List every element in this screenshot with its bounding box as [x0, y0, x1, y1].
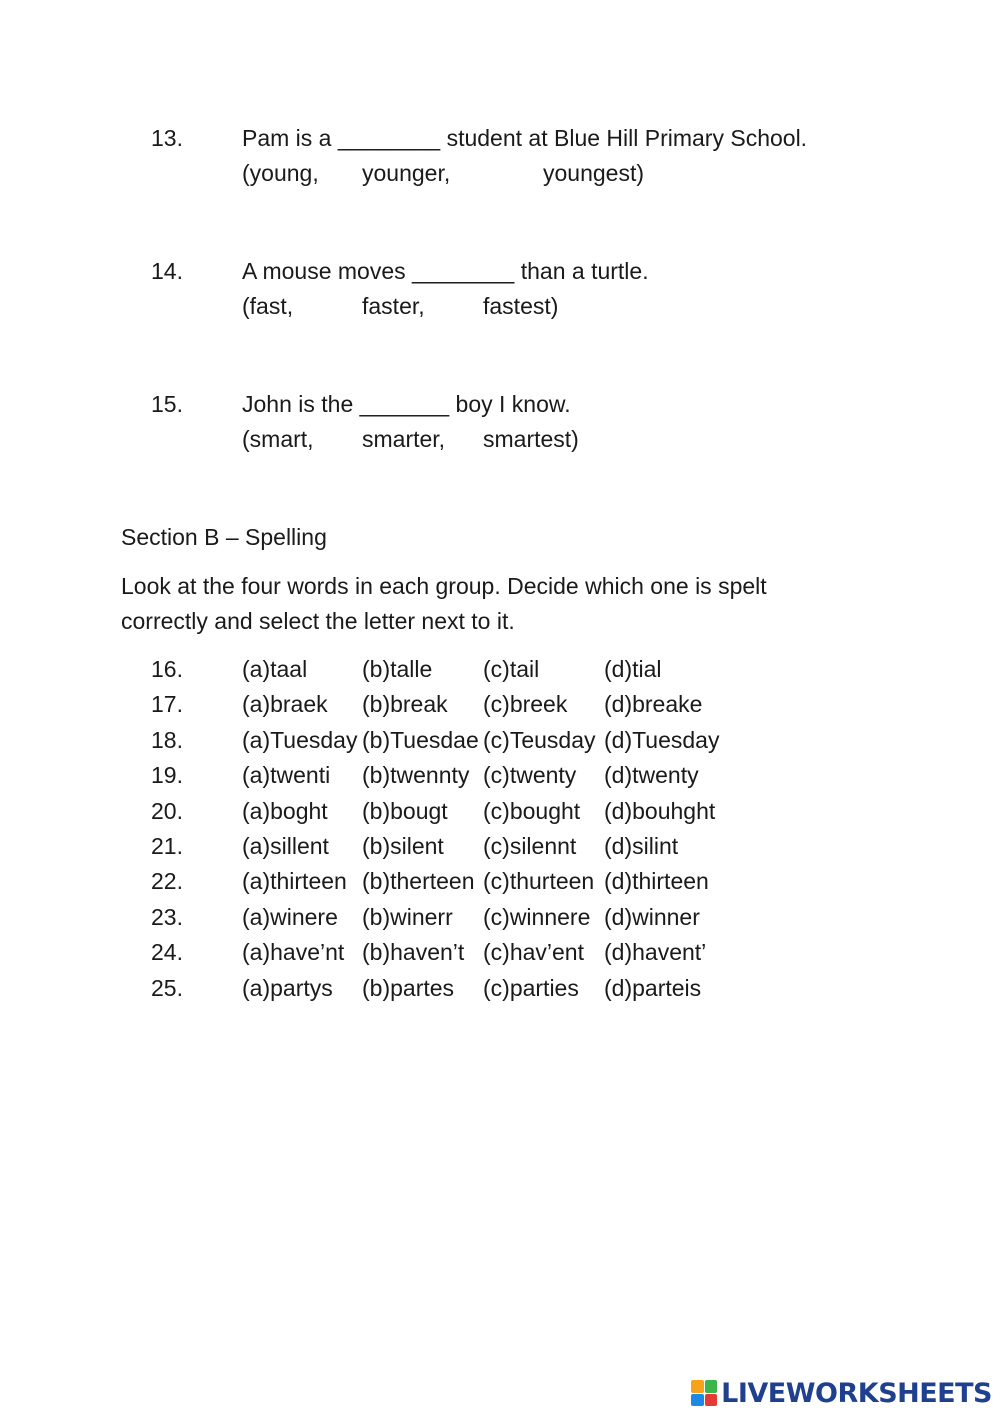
question-number: 20. — [151, 798, 183, 824]
spelling-option-c[interactable]: (c)twenty — [483, 762, 577, 788]
question-number: 14. — [151, 258, 183, 284]
brand-name: LIVEWORKSHEETS — [721, 1377, 992, 1409]
question-number: 21. — [151, 833, 183, 859]
logo-tile — [705, 1394, 718, 1407]
spelling-row — [0, 658, 1000, 688]
spelling-option-a[interactable]: (a)taal — [242, 656, 308, 682]
spelling-option-c[interactable]: (c)hav’ent — [483, 939, 584, 965]
spelling-option-d[interactable]: (d)bouhght — [604, 798, 716, 824]
answer-option[interactable]: smartest) — [483, 426, 579, 452]
spelling-option-a[interactable]: (a)have’nt — [242, 939, 345, 965]
spelling-option-b[interactable]: (b)twennty — [362, 762, 470, 788]
question-number: 13. — [151, 125, 183, 151]
spelling-option-d[interactable]: (d)havent’ — [604, 939, 707, 965]
spelling-option-b[interactable]: (b)talle — [362, 656, 433, 682]
spelling-option-a[interactable]: (a)twenti — [242, 762, 331, 788]
spelling-option-a[interactable]: (a)partys — [242, 975, 333, 1001]
answer-option[interactable]: (young, — [242, 160, 319, 186]
spelling-option-a[interactable]: (a)braek — [242, 691, 328, 717]
question-sentence: A mouse moves ________ than a turtle. — [242, 258, 649, 284]
spelling-option-c[interactable]: (c)breek — [483, 691, 568, 717]
spelling-option-d[interactable]: (d)breake — [604, 691, 703, 717]
spelling-option-c[interactable]: (c)Teusday — [483, 727, 596, 753]
spelling-row — [0, 977, 1000, 1007]
section-title: Section B – Spelling — [121, 524, 327, 550]
spelling-option-c[interactable]: (c)parties — [483, 975, 579, 1001]
spelling-option-b[interactable]: (b)haven’t — [362, 939, 465, 965]
spelling-row — [0, 870, 1000, 900]
answer-option[interactable]: younger, — [362, 160, 451, 186]
logo-tile — [705, 1380, 718, 1393]
spelling-option-d[interactable]: (d)silint — [604, 833, 679, 859]
spelling-row — [0, 800, 1000, 830]
spelling-row — [0, 764, 1000, 794]
question-number: 22. — [151, 868, 183, 894]
question-number: 16. — [151, 656, 183, 682]
spelling-option-b[interactable]: (b)Tuesdae — [362, 727, 479, 753]
spelling-row — [0, 835, 1000, 865]
question-sentence: John is the _______ boy I know. — [242, 391, 571, 417]
spelling-row — [0, 906, 1000, 936]
spelling-row — [0, 693, 1000, 723]
liveworksheets-logo-icon — [691, 1380, 717, 1406]
spelling-option-d[interactable]: (d)Tuesday — [604, 727, 720, 753]
question-number: 23. — [151, 904, 183, 930]
spelling-option-a[interactable]: (a)boght — [242, 798, 328, 824]
spelling-option-b[interactable]: (b)bougt — [362, 798, 448, 824]
answer-option[interactable]: smarter, — [362, 426, 446, 452]
spelling-option-d[interactable]: (d)tial — [604, 656, 662, 682]
spelling-option-d[interactable]: (d)twenty — [604, 762, 699, 788]
answer-option[interactable]: fastest) — [483, 293, 559, 319]
answer-option[interactable]: (fast, — [242, 293, 294, 319]
logo-tile — [691, 1380, 704, 1393]
spelling-option-d[interactable]: (d)winner — [604, 904, 700, 930]
instruction-line: correctly and select the letter next to it. — [121, 608, 515, 634]
spelling-option-b[interactable]: (b)silent — [362, 833, 444, 859]
spelling-option-a[interactable]: (a)thirteen — [242, 868, 347, 894]
answer-option[interactable]: faster, — [362, 293, 425, 319]
question-sentence: Pam is a ________ student at Blue Hill Primary School. — [242, 125, 808, 151]
spelling-row — [0, 729, 1000, 759]
spelling-option-b[interactable]: (b)therteen — [362, 868, 475, 894]
spelling-option-c[interactable]: (c)thurteen — [483, 868, 595, 894]
spelling-option-a[interactable]: (a)sillent — [242, 833, 329, 859]
liveworksheets-brand — [691, 1377, 992, 1409]
spelling-option-b[interactable]: (b)partes — [362, 975, 455, 1001]
question-number: 19. — [151, 762, 183, 788]
spelling-option-a[interactable]: (a)Tuesday — [242, 727, 358, 753]
question-number: 17. — [151, 691, 183, 717]
question-number: 15. — [151, 391, 183, 417]
logo-tile — [691, 1394, 704, 1407]
spelling-row — [0, 941, 1000, 971]
answer-option[interactable]: (smart, — [242, 426, 314, 452]
answer-option[interactable]: youngest) — [543, 160, 645, 186]
spelling-option-c[interactable]: (c)winnere — [483, 904, 591, 930]
spelling-option-c[interactable]: (c)tail — [483, 656, 540, 682]
question-number: 24. — [151, 939, 183, 965]
spelling-option-b[interactable]: (b)break — [362, 691, 448, 717]
instruction-line: Look at the four words in each group. Decide which one is spelt — [121, 573, 767, 599]
spelling-option-d[interactable]: (d)thirteen — [604, 868, 709, 894]
spelling-option-a[interactable]: (a)winere — [242, 904, 338, 930]
question-number: 18. — [151, 727, 183, 753]
spelling-option-c[interactable]: (c)silennt — [483, 833, 577, 859]
spelling-option-d[interactable]: (d)parteis — [604, 975, 702, 1001]
spelling-option-b[interactable]: (b)winerr — [362, 904, 453, 930]
spelling-option-c[interactable]: (c)bought — [483, 798, 581, 824]
question-number: 25. — [151, 975, 183, 1001]
